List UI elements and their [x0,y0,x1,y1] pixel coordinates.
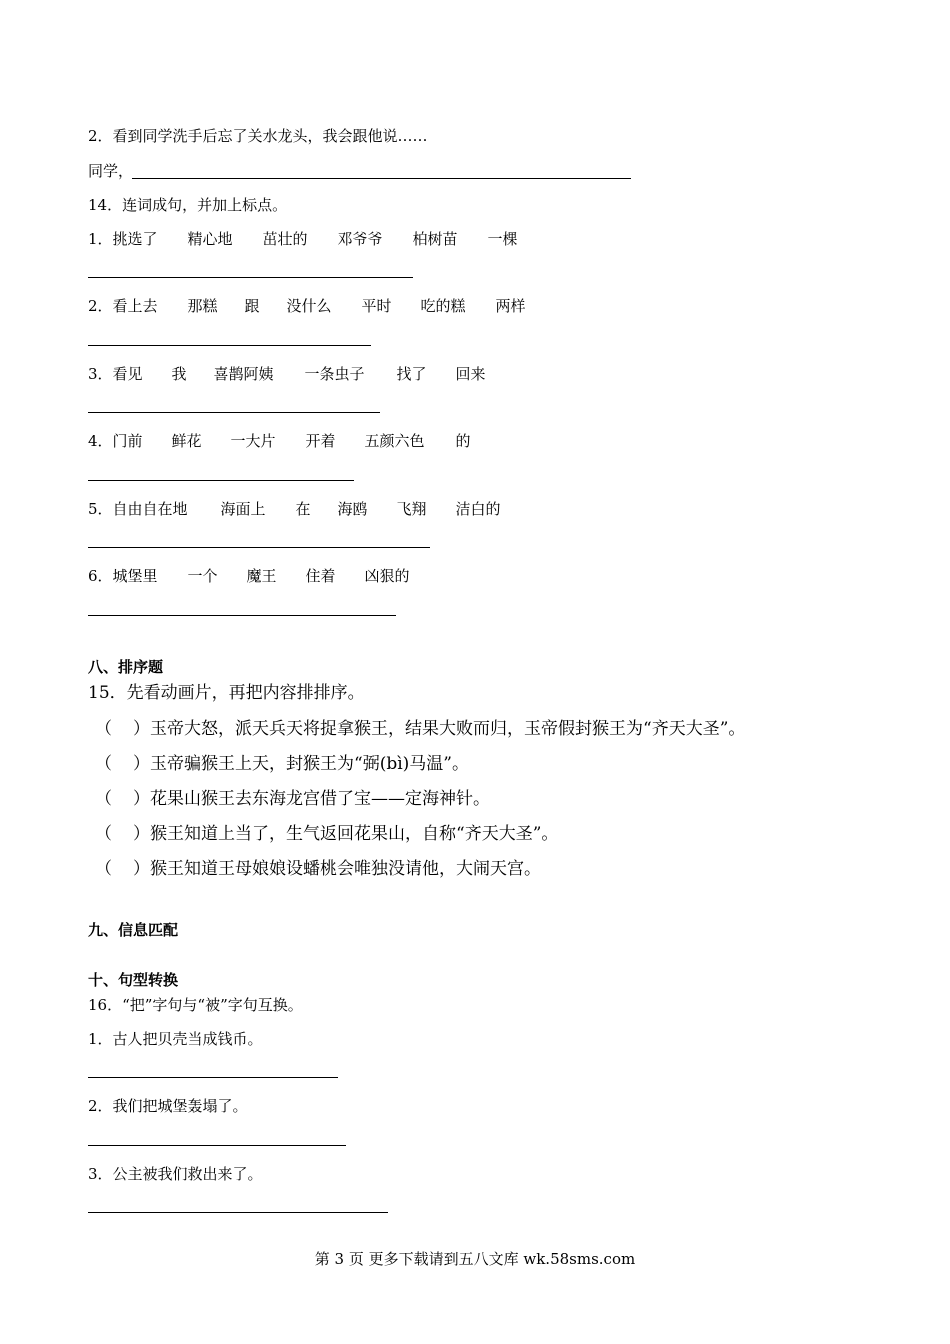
word: 平时 [361,297,392,315]
word: 没什么 [286,297,332,315]
order-item-2 [95,754,469,774]
item-number: 1． [88,230,113,248]
word: 喜鹊阿姨 [213,365,274,383]
word: 看见 [112,365,143,383]
order-text: 玉帝大怒，派天兵天将捉拿猴王，结果大败而归，玉帝假封猴王为“齐天大圣”。 [150,719,746,739]
word: 洁白的 [455,500,501,518]
paren-close: ） [133,859,150,879]
word: 自由自在地 [112,500,188,518]
q16-item-2: 2．我们把城堡轰塌了。 [88,1097,248,1115]
answer-line [88,412,380,413]
word: 住着 [305,567,336,585]
order-item-5 [95,859,541,879]
paren-open: （ [95,754,112,774]
q16-item-3: 3．公主被我们救出来了。 [88,1165,263,1183]
word: 在 [295,500,311,518]
answer-line [88,1212,388,1213]
q13-2-lead: 同学， [88,162,134,180]
q14-item-4 [88,432,471,450]
word: 邓爷爷 [337,230,383,248]
q14-item-1 [88,230,518,248]
paren-open: （ [95,859,112,879]
word: 开着 [305,432,336,450]
order-item-1 [95,719,745,739]
word: 的 [455,432,471,450]
answer-line [88,277,413,278]
q14-item-2 [88,297,526,315]
word: 看上去 [112,297,158,315]
order-item-4 [95,824,558,844]
paren-close: ） [133,719,150,739]
q13-2-prompt: 2．看到同学洗手后忘了关水龙头，我会跟他说…… [88,127,428,145]
paren-open: （ [95,789,112,809]
item-number: 5． [88,500,113,518]
q15-title: 15．先看动画片，再把内容排排序。 [88,683,365,703]
answer-line [88,615,396,616]
word: 门前 [112,432,143,450]
section-heading: 八、排序题 [88,658,164,676]
word: 魔王 [246,567,277,585]
word: 回来 [455,365,486,383]
q14-item-3 [88,365,486,383]
word: 柏树苗 [412,230,458,248]
order-text: 玉帝骗猴王上天，封猴王为“弼(bì)马温”。 [150,754,469,774]
word: 海面上 [220,500,266,518]
word: 茁壮的 [262,230,308,248]
answer-line [88,345,371,346]
word: 城堡里 [112,567,158,585]
word: 我 [171,365,187,383]
item-number: 3． [88,365,113,383]
item-number: 2． [88,297,113,315]
item-number: 6． [88,567,113,585]
q16-item-1: 1．古人把贝壳当成钱币。 [88,1030,263,1048]
word: 那糕 [187,297,218,315]
paren-open: （ [95,824,112,844]
word: 飞翔 [396,500,427,518]
q14-item-5 [88,500,501,518]
word: 跟 [244,297,260,315]
answer-line [88,1145,346,1146]
word: 一条虫子 [304,365,365,383]
order-text: 猴王知道王母娘娘设蟠桃会唯独没请他，大闹天宫。 [150,859,541,879]
answer-line [132,178,631,179]
word: 一大片 [230,432,276,450]
word: 精心地 [187,230,233,248]
order-item-3 [95,789,490,809]
word: 一棵 [487,230,518,248]
word: 海鸥 [337,500,368,518]
word: 挑选了 [112,230,158,248]
q14-item-6 [88,567,410,585]
answer-line [88,480,354,481]
word: 一个 [187,567,218,585]
word: 两样 [495,297,526,315]
page-footer: 第 3 页 更多下载请到五八文库 wk.58sms.com [314,1250,636,1268]
paren-close: ） [133,789,150,809]
word: 吃的糕 [420,297,466,315]
answer-line [88,1077,338,1078]
paren-close: ） [133,824,150,844]
word: 五颜六色 [364,432,425,450]
paren-open: （ [95,719,112,739]
order-text: 猴王知道上当了，生气返回花果山，自称“齐天大圣”。 [150,824,559,844]
answer-line [88,547,430,548]
q16-title: 16．“把”字句与“被”字句互换。 [88,996,303,1014]
section-heading: 九、信息匹配 [88,921,179,939]
order-text: 花果山猴王去东海龙宫借了宝——定海神针。 [150,789,490,809]
word: 鲜花 [171,432,202,450]
word: 凶狠的 [364,567,410,585]
paren-close: ） [133,754,150,774]
item-number: 4． [88,432,113,450]
q14-title: 14．连词成句，并加上标点。 [88,196,288,214]
section-heading: 十、句型转换 [88,971,179,989]
word: 找了 [396,365,427,383]
